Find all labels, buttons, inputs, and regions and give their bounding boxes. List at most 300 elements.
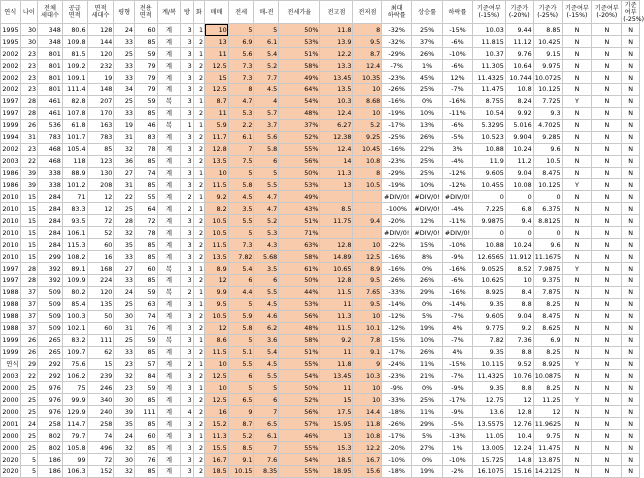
- grid-cell[interactable]: 10.64: [505, 60, 533, 72]
- grid-cell[interactable]: 12.5: [205, 394, 229, 406]
- grid-cell[interactable]: 2000: [2, 395, 19, 404]
- grid-cell[interactable]: 60: [87, 322, 114, 334]
- grid-cell[interactable]: 59: [134, 382, 157, 394]
- grid-cell[interactable]: 5%: [412, 310, 443, 322]
- grid-cell[interactable]: 11.475: [472, 83, 505, 95]
- grid-cell[interactable]: 1988: [2, 300, 19, 309]
- grid-cell[interactable]: 24: [114, 286, 135, 298]
- column-header[interactable]: 전세: [228, 1, 254, 24]
- grid-cell[interactable]: 59: [134, 95, 157, 107]
- grid-cell[interactable]: 56%: [279, 406, 320, 418]
- grid-cell[interactable]: -20%: [382, 215, 412, 227]
- grid-cell[interactable]: 10.8: [353, 155, 382, 167]
- grid-cell[interactable]: 60: [87, 239, 114, 251]
- grid-cell[interactable]: 4.5: [254, 358, 279, 370]
- grid-cell[interactable]: 10: [353, 382, 382, 394]
- grid-cell[interactable]: N: [622, 442, 640, 454]
- grid-cell[interactable]: 31: [114, 131, 135, 143]
- grid-cell[interactable]: 25: [114, 95, 135, 107]
- grid-cell[interactable]: 15.95: [320, 418, 353, 430]
- grid-cell[interactable]: 10.76: [505, 370, 533, 382]
- grid-cell[interactable]: 9.375: [533, 274, 562, 286]
- grid-cell[interactable]: 72: [134, 215, 157, 227]
- grid-cell[interactable]: -16%: [382, 263, 412, 275]
- grid-cell[interactable]: 11: [205, 107, 229, 119]
- grid-cell[interactable]: 45%: [412, 72, 443, 84]
- grid-cell[interactable]: 74: [134, 310, 157, 322]
- grid-cell[interactable]: 72: [87, 454, 114, 466]
- grid-cell[interactable]: 11.3: [205, 430, 229, 442]
- grid-cell[interactable]: N: [562, 60, 592, 72]
- grid-cell[interactable]: N: [592, 48, 622, 60]
- grid-cell[interactable]: 5.68: [254, 251, 279, 263]
- grid-cell[interactable]: 15.725: [472, 454, 505, 466]
- grid-cell[interactable]: 106.1: [62, 227, 87, 239]
- grid-cell[interactable]: 12: [87, 191, 114, 203]
- grid-cell[interactable]: 10.3: [320, 95, 353, 107]
- grid-cell[interactable]: 9.6: [533, 143, 562, 155]
- grid-cell[interactable]: 2.2: [228, 119, 254, 131]
- grid-cell[interactable]: 11.3: [320, 310, 353, 322]
- grid-cell[interactable]: 9: [228, 406, 254, 418]
- grid-cell[interactable]: 8: [353, 167, 382, 179]
- grid-cell[interactable]: 11.2: [505, 155, 533, 167]
- grid-cell[interactable]: N: [592, 60, 622, 72]
- grid-cell[interactable]: 84: [134, 370, 157, 382]
- grid-cell[interactable]: 8.24: [505, 95, 533, 107]
- grid-cell[interactable]: [353, 191, 382, 203]
- grid-cell[interactable]: 4.5: [228, 191, 254, 203]
- grid-cell[interactable]: 10%: [412, 107, 443, 119]
- grid-cell[interactable]: 34: [114, 83, 135, 95]
- grid-cell[interactable]: 2: [193, 274, 204, 286]
- grid-cell[interactable]: 50: [87, 310, 114, 322]
- grid-cell[interactable]: -23%: [382, 155, 412, 167]
- grid-cell[interactable]: 1997: [2, 264, 19, 273]
- grid-cell[interactable]: 1: [193, 430, 204, 442]
- grid-cell[interactable]: 복: [157, 263, 181, 275]
- grid-cell[interactable]: 1997: [2, 97, 19, 106]
- grid-cell[interactable]: 14.2125: [534, 467, 562, 476]
- grid-cell[interactable]: 8.8: [505, 346, 533, 358]
- grid-cell[interactable]: Y: [562, 394, 592, 406]
- grid-cell[interactable]: 25%: [412, 155, 443, 167]
- grid-cell[interactable]: 37%: [412, 36, 443, 48]
- grid-cell[interactable]: 8.25: [533, 346, 562, 358]
- grid-cell[interactable]: 31: [114, 322, 135, 334]
- grid-cell[interactable]: 2002: [2, 145, 19, 154]
- grid-cell[interactable]: -100%: [382, 203, 412, 215]
- grid-cell[interactable]: 801: [38, 48, 63, 60]
- grid-cell[interactable]: 9.605: [472, 310, 505, 322]
- grid-cell[interactable]: -23%: [382, 370, 412, 382]
- grid-cell[interactable]: N: [562, 454, 592, 466]
- grid-cell[interactable]: 3: [181, 442, 193, 454]
- grid-cell[interactable]: 2002: [2, 49, 19, 58]
- grid-cell[interactable]: 74: [87, 430, 114, 442]
- grid-cell[interactable]: 5.3: [228, 107, 254, 119]
- grid-cell[interactable]: 25: [20, 394, 38, 406]
- grid-cell[interactable]: 14.4: [353, 406, 382, 418]
- grid-cell[interactable]: 109.1: [62, 72, 87, 84]
- grid-cell[interactable]: 13.9: [320, 36, 353, 48]
- grid-cell[interactable]: 18.5: [205, 465, 229, 477]
- grid-cell[interactable]: N: [592, 263, 622, 275]
- grid-cell[interactable]: 27%: [412, 442, 443, 454]
- grid-cell[interactable]: 7.9875: [533, 263, 562, 275]
- grid-cell[interactable]: 6: [254, 155, 279, 167]
- grid-cell[interactable]: 10: [205, 24, 229, 36]
- grid-cell[interactable]: 11.4325: [472, 370, 505, 382]
- grid-cell[interactable]: 5: [254, 24, 279, 36]
- grid-cell[interactable]: 148: [87, 83, 114, 95]
- grid-cell[interactable]: 3.7: [254, 119, 279, 131]
- grid-cell[interactable]: -6%: [443, 60, 473, 72]
- grid-cell[interactable]: 105.4: [62, 143, 87, 155]
- grid-cell[interactable]: 2002: [2, 73, 19, 82]
- grid-cell[interactable]: N: [562, 167, 592, 179]
- grid-cell[interactable]: 10.5: [205, 227, 229, 239]
- grid-cell[interactable]: 2000: [2, 407, 19, 416]
- grid-cell[interactable]: -33%: [382, 394, 412, 406]
- grid-cell[interactable]: 71%: [279, 227, 320, 239]
- grid-cell[interactable]: 15: [20, 203, 38, 215]
- grid-cell[interactable]: 64%: [279, 83, 320, 95]
- grid-cell[interactable]: N: [622, 95, 640, 107]
- column-header[interactable]: 공급 면적: [62, 1, 87, 24]
- grid-cell[interactable]: 10.24: [505, 143, 533, 155]
- grid-cell[interactable]: 76: [134, 322, 157, 334]
- grid-cell[interactable]: 1995: [2, 25, 19, 34]
- grid-cell[interactable]: 85: [134, 251, 157, 263]
- grid-cell[interactable]: 11.815: [472, 36, 505, 48]
- grid-cell[interactable]: 11.475: [533, 442, 562, 454]
- grid-cell[interactable]: N: [622, 107, 640, 119]
- grid-cell[interactable]: 3.5: [228, 203, 254, 215]
- grid-cell[interactable]: -16%: [443, 263, 473, 275]
- grid-cell[interactable]: 8.475: [533, 167, 562, 179]
- grid-cell[interactable]: 2020: [2, 455, 19, 464]
- grid-cell[interactable]: N: [592, 358, 622, 370]
- column-header[interactable]: 면적 세대수: [87, 1, 114, 24]
- grid-cell[interactable]: N: [592, 418, 622, 430]
- grid-cell[interactable]: 39: [114, 406, 135, 418]
- grid-cell[interactable]: 3: [181, 131, 193, 143]
- grid-cell[interactable]: 8: [228, 83, 254, 95]
- grid-cell[interactable]: 계: [157, 72, 181, 84]
- grid-cell[interactable]: 12.5: [353, 251, 382, 263]
- grid-cell[interactable]: 43%: [279, 203, 320, 215]
- grid-cell[interactable]: -16%: [382, 95, 412, 107]
- grid-cell[interactable]: -22%: [382, 239, 412, 251]
- grid-cell[interactable]: 2000: [2, 383, 19, 392]
- grid-cell[interactable]: 33: [114, 346, 135, 358]
- grid-cell[interactable]: 12.75: [472, 394, 505, 406]
- grid-cell[interactable]: 9.775: [472, 322, 505, 334]
- grid-cell[interactable]: 계: [157, 191, 181, 203]
- grid-cell[interactable]: 7.6: [254, 454, 279, 466]
- grid-cell[interactable]: 10.4: [505, 430, 533, 442]
- grid-cell[interactable]: 30: [20, 24, 38, 36]
- grid-cell[interactable]: 106.2: [62, 370, 87, 382]
- grid-cell[interactable]: 292: [38, 358, 63, 370]
- grid-cell[interactable]: 29%: [412, 286, 443, 298]
- grid-cell[interactable]: 60: [134, 24, 157, 36]
- grid-cell[interactable]: 8.9: [205, 263, 229, 275]
- grid-cell[interactable]: 8.8125: [533, 215, 562, 227]
- grid-cell[interactable]: N: [622, 263, 640, 275]
- grid-cell[interactable]: 2010: [2, 216, 19, 225]
- grid-cell[interactable]: N: [622, 48, 640, 60]
- grid-cell[interactable]: [353, 227, 382, 239]
- grid-cell[interactable]: 10.5: [533, 155, 562, 167]
- grid-cell[interactable]: 4.5: [254, 83, 279, 95]
- grid-cell[interactable]: 12: [533, 406, 562, 418]
- grid-cell[interactable]: -14%: [382, 298, 412, 310]
- grid-cell[interactable]: 130: [87, 167, 114, 179]
- grid-cell[interactable]: 13.5: [205, 251, 229, 263]
- grid-cell[interactable]: 186: [38, 454, 63, 466]
- grid-cell[interactable]: 3.5: [254, 263, 279, 275]
- grid-cell[interactable]: 1: [193, 95, 204, 107]
- grid-cell[interactable]: -7%: [443, 83, 473, 95]
- grid-cell[interactable]: -9%: [443, 382, 473, 394]
- grid-cell[interactable]: 11.5: [205, 346, 229, 358]
- grid-cell[interactable]: 30: [114, 394, 135, 406]
- grid-cell[interactable]: 284: [38, 215, 63, 227]
- grid-cell[interactable]: 265: [38, 346, 63, 358]
- grid-cell[interactable]: 24: [20, 418, 38, 430]
- grid-cell[interactable]: N: [592, 394, 622, 406]
- grid-cell[interactable]: 30: [114, 310, 135, 322]
- grid-cell[interactable]: 15: [20, 251, 38, 263]
- grid-cell[interactable]: N: [622, 322, 640, 334]
- grid-cell[interactable]: -15%: [382, 334, 412, 346]
- grid-cell[interactable]: 100.3: [62, 310, 87, 322]
- grid-cell[interactable]: 5: [20, 454, 38, 466]
- grid-cell[interactable]: 2: [193, 310, 204, 322]
- grid-cell[interactable]: 111.4: [62, 83, 87, 95]
- grid-cell[interactable]: 8.925: [533, 358, 562, 370]
- grid-cell[interactable]: 계: [157, 251, 181, 263]
- grid-cell[interactable]: -26%: [382, 274, 412, 286]
- grid-cell[interactable]: 4%: [443, 322, 473, 334]
- grid-cell[interactable]: 25: [114, 298, 135, 310]
- grid-cell[interactable]: 11.9625: [534, 419, 562, 428]
- grid-cell[interactable]: 5: [228, 227, 254, 239]
- grid-cell[interactable]: 12.8: [320, 239, 353, 251]
- grid-cell[interactable]: 3: [181, 334, 193, 346]
- grid-cell[interactable]: -9%: [443, 251, 473, 263]
- grid-cell[interactable]: N: [622, 119, 640, 131]
- grid-cell[interactable]: 10: [205, 382, 229, 394]
- grid-cell[interactable]: 25%: [412, 394, 443, 406]
- grid-cell[interactable]: 2: [193, 131, 204, 143]
- grid-cell[interactable]: N: [592, 119, 622, 131]
- grid-cell[interactable]: -5%: [443, 131, 473, 143]
- grid-cell[interactable]: N: [592, 298, 622, 310]
- grid-cell[interactable]: 12.38: [320, 131, 353, 143]
- grid-cell[interactable]: 120: [87, 286, 114, 298]
- grid-cell[interactable]: 5: [228, 24, 254, 36]
- grid-cell[interactable]: 6.27: [320, 119, 353, 131]
- grid-cell[interactable]: -32%: [382, 36, 412, 48]
- grid-cell[interactable]: 계: [157, 442, 181, 454]
- grid-cell[interactable]: N: [592, 203, 622, 215]
- grid-cell[interactable]: 37%: [279, 119, 320, 131]
- grid-cell[interactable]: 2: [193, 406, 204, 418]
- grid-cell[interactable]: 72: [87, 215, 114, 227]
- grid-cell[interactable]: 0: [472, 191, 505, 203]
- grid-cell[interactable]: N: [592, 72, 622, 84]
- grid-cell[interactable]: -17%: [382, 346, 412, 358]
- grid-cell[interactable]: 80.2: [62, 286, 87, 298]
- grid-cell[interactable]: 12: [505, 394, 533, 406]
- grid-cell[interactable]: 12.4: [353, 60, 382, 72]
- grid-cell[interactable]: N: [562, 36, 592, 48]
- grid-cell[interactable]: 11%: [412, 358, 443, 370]
- grid-cell[interactable]: -4%: [443, 155, 473, 167]
- grid-cell[interactable]: 3: [181, 370, 193, 382]
- grid-cell[interactable]: [353, 203, 382, 215]
- column-header[interactable]: 전용 면적: [134, 1, 157, 24]
- grid-cell[interactable]: 152: [87, 465, 114, 477]
- grid-cell[interactable]: 64: [134, 203, 157, 215]
- grid-cell[interactable]: 3: [181, 167, 193, 179]
- grid-cell[interactable]: 12: [205, 322, 229, 334]
- grid-cell[interactable]: N: [622, 215, 640, 227]
- grid-cell[interactable]: 5: [228, 167, 254, 179]
- grid-cell[interactable]: 5.6: [254, 131, 279, 143]
- grid-cell[interactable]: 509: [38, 310, 63, 322]
- grid-cell[interactable]: 468: [38, 143, 63, 155]
- grid-cell[interactable]: -9%: [443, 406, 473, 418]
- grid-cell[interactable]: 3: [181, 24, 193, 36]
- grid-cell[interactable]: 801: [38, 72, 63, 84]
- grid-cell[interactable]: 계: [157, 465, 181, 477]
- grid-cell[interactable]: 13.005: [472, 442, 505, 454]
- grid-cell[interactable]: 9.2: [320, 334, 353, 346]
- grid-cell[interactable]: 12.5: [205, 83, 229, 95]
- grid-cell[interactable]: -24%: [382, 358, 412, 370]
- grid-cell[interactable]: 170: [87, 107, 114, 119]
- grid-cell[interactable]: 계: [157, 36, 181, 48]
- grid-cell[interactable]: 10: [353, 107, 382, 119]
- grid-cell[interactable]: 3: [181, 298, 193, 310]
- grid-cell[interactable]: 88.9: [62, 167, 87, 179]
- grid-cell[interactable]: 35: [114, 418, 135, 430]
- grid-cell[interactable]: 8.5: [228, 442, 254, 454]
- grid-cell[interactable]: N: [592, 155, 622, 167]
- grid-cell[interactable]: 9.04: [505, 310, 533, 322]
- grid-cell[interactable]: 1: [193, 119, 204, 131]
- grid-cell[interactable]: -26%: [382, 418, 412, 430]
- grid-cell[interactable]: 2: [193, 454, 204, 466]
- grid-cell[interactable]: 11.25: [533, 394, 562, 406]
- grid-cell[interactable]: 115.3: [62, 239, 87, 251]
- grid-cell[interactable]: 23: [114, 382, 135, 394]
- grid-cell[interactable]: 3: [181, 239, 193, 251]
- grid-cell[interactable]: 232: [87, 60, 114, 72]
- grid-cell[interactable]: 7: [254, 406, 279, 418]
- grid-cell[interactable]: 15: [20, 239, 38, 251]
- grid-cell[interactable]: 8%: [412, 251, 443, 263]
- grid-cell[interactable]: 120: [87, 48, 114, 60]
- grid-cell[interactable]: 5.6: [228, 48, 254, 60]
- grid-cell[interactable]: 9.15: [533, 48, 562, 60]
- grid-cell[interactable]: 0%: [412, 382, 443, 394]
- grid-cell[interactable]: N: [562, 370, 592, 382]
- grid-cell[interactable]: 101.7: [62, 131, 87, 143]
- grid-cell[interactable]: 976: [38, 394, 63, 406]
- grid-cell[interactable]: 58%: [279, 251, 320, 263]
- grid-cell[interactable]: 10: [353, 310, 382, 322]
- grid-cell[interactable]: 9.1: [353, 346, 382, 358]
- grid-cell[interactable]: 1: [193, 203, 204, 215]
- grid-cell[interactable]: -6%: [443, 36, 473, 48]
- grid-cell[interactable]: 3: [181, 322, 193, 334]
- grid-cell[interactable]: 25%: [412, 24, 443, 36]
- grid-cell[interactable]: 3: [181, 155, 193, 167]
- grid-cell[interactable]: -25%: [382, 131, 412, 143]
- grid-cell[interactable]: -15%: [443, 358, 473, 370]
- grid-cell[interactable]: 13: [320, 430, 353, 442]
- grid-cell[interactable]: 5.4: [228, 263, 254, 275]
- grid-cell[interactable]: 340: [87, 394, 114, 406]
- grid-cell[interactable]: N: [622, 143, 640, 155]
- grid-cell[interactable]: 2: [193, 155, 204, 167]
- grid-cell[interactable]: Y: [562, 263, 592, 275]
- grid-cell[interactable]: 2: [193, 72, 204, 84]
- grid-cell[interactable]: 1: [193, 167, 204, 179]
- grid-cell[interactable]: 5: [20, 465, 38, 477]
- grid-cell[interactable]: 80.6: [62, 24, 87, 36]
- grid-cell[interactable]: 9.6: [533, 239, 562, 251]
- grid-cell[interactable]: -12%: [443, 179, 473, 191]
- grid-cell[interactable]: 123: [87, 155, 114, 167]
- grid-cell[interactable]: N: [592, 239, 622, 251]
- grid-cell[interactable]: 10.744: [505, 72, 533, 84]
- grid-cell[interactable]: 5.9: [205, 119, 229, 131]
- grid-cell[interactable]: 9.04: [505, 167, 533, 179]
- grid-cell[interactable]: 37: [20, 322, 38, 334]
- grid-cell[interactable]: 28: [20, 95, 38, 107]
- grid-cell[interactable]: N: [562, 251, 592, 263]
- grid-cell[interactable]: 57: [134, 358, 157, 370]
- grid-cell[interactable]: 계: [157, 131, 181, 143]
- grid-cell[interactable]: 85: [134, 239, 157, 251]
- grid-cell[interactable]: -7%: [443, 310, 473, 322]
- grid-cell[interactable]: -4%: [443, 203, 473, 215]
- grid-cell[interactable]: -7%: [382, 60, 412, 72]
- grid-cell[interactable]: 44%: [279, 286, 320, 298]
- grid-cell[interactable]: 3: [181, 418, 193, 430]
- grid-cell[interactable]: 9.75: [533, 430, 562, 442]
- grid-cell[interactable]: 23: [20, 60, 38, 72]
- grid-cell[interactable]: 63: [134, 298, 157, 310]
- grid-cell[interactable]: N: [622, 24, 640, 36]
- grid-cell[interactable]: 9.0525: [472, 263, 505, 275]
- grid-cell[interactable]: 15: [205, 72, 229, 84]
- grid-cell[interactable]: 0%: [412, 263, 443, 275]
- grid-cell[interactable]: 348: [38, 24, 63, 36]
- grid-cell[interactable]: [320, 227, 353, 239]
- grid-cell[interactable]: N: [622, 227, 640, 239]
- grid-cell[interactable]: 32: [114, 465, 135, 477]
- grid-cell[interactable]: 8.52: [505, 263, 533, 275]
- grid-cell[interactable]: 12.5: [205, 60, 229, 72]
- grid-cell[interactable]: 복: [157, 119, 181, 131]
